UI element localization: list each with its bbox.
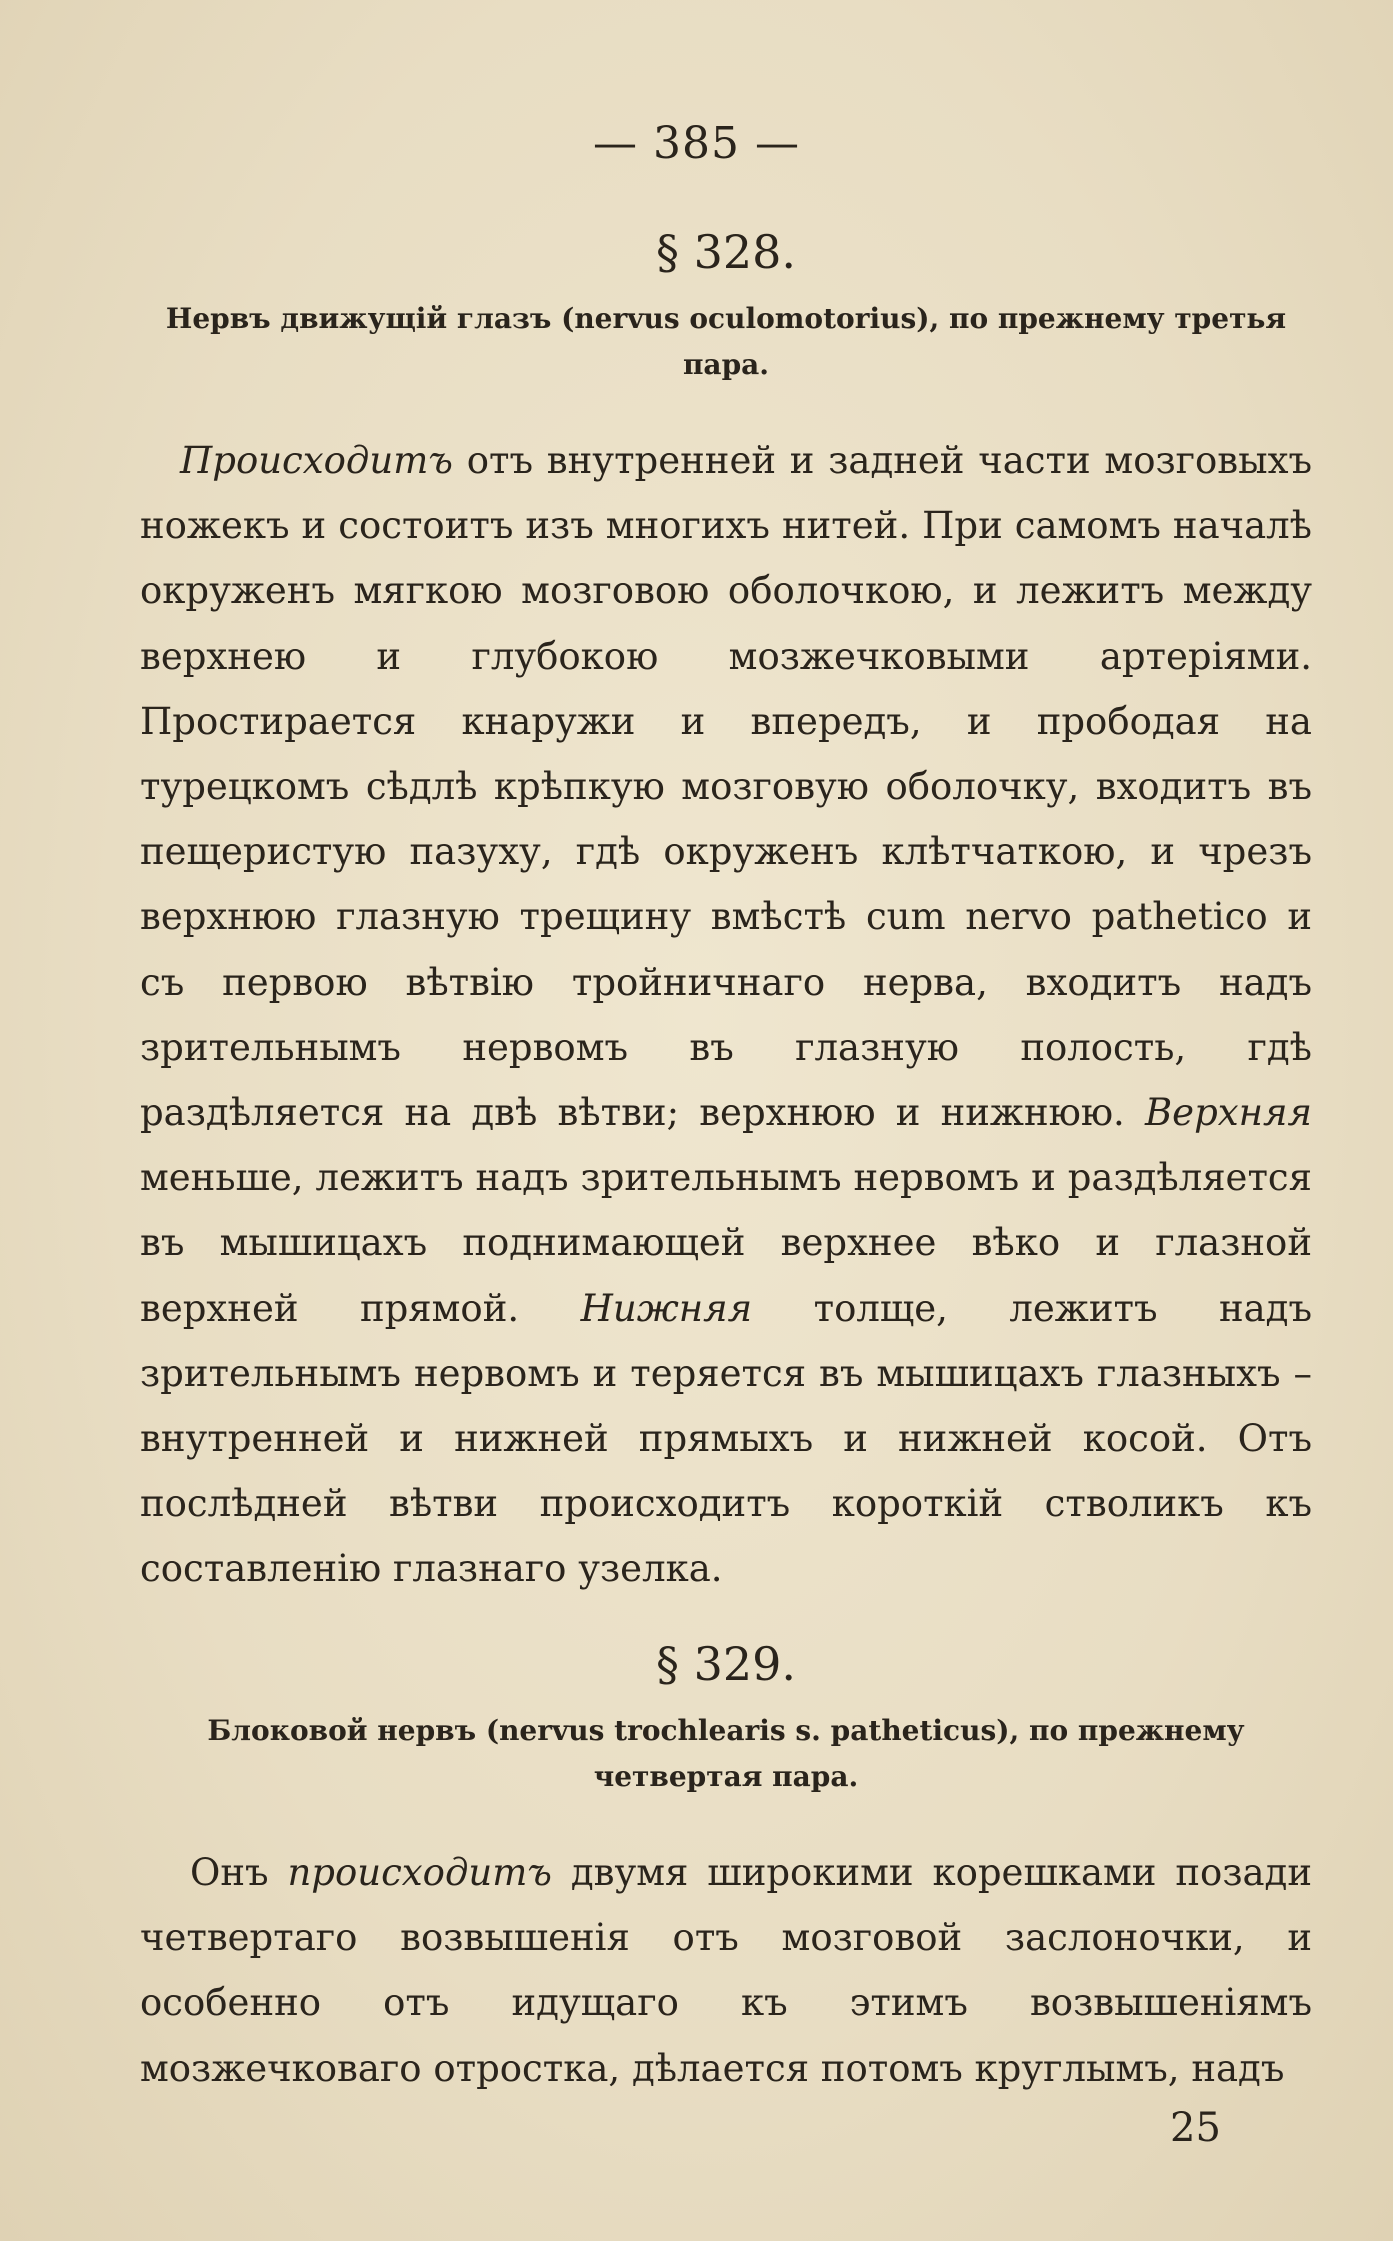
body-text-part: Онъ xyxy=(190,1851,288,1894)
section-number: § 329. xyxy=(655,1637,797,1691)
signature-mark: 25 xyxy=(1170,2105,1221,2151)
body-text-part: меньше, лежитъ надъ зрительнымъ нервомъ и раздѣляется въ мышицахъ поднимающей верхнее вѣко и глазной верхней прямой. xyxy=(140,1156,1312,1330)
lead-word: Происходитъ xyxy=(180,439,453,482)
emphasis-lower: Нижняя xyxy=(580,1286,753,1330)
body-text-part: двумя широкими корешками позади четвертаго возвышенія отъ мозговой заслоночки, и особенно отъ идущаго къ этимъ возвышеніямъ мозжечковаго отростка, дѣлается потомъ круглымъ, надъ xyxy=(140,1851,1312,2090)
section-329 xyxy=(140,1634,1312,2101)
section-328 xyxy=(140,222,1312,1602)
emphasis-upper: Верхняя xyxy=(1144,1091,1312,1135)
lead-word: происходитъ xyxy=(287,1851,552,1894)
section-number: § 328. xyxy=(655,225,797,279)
page-number: — 385 — xyxy=(593,118,800,169)
section-body xyxy=(140,428,1312,1602)
section-title: Блоковой нервъ (nervus trochlearis s. patheticus), по прежнему четвертая пара. xyxy=(207,1714,1245,1793)
body-text-part: отъ внутренней и задней части мозговыхъ ножекъ и состоитъ изъ многихъ нитей. При самомъ началѣ окруженъ мягкою мозговою оболочкою, и лежитъ между верхнею и глубокою мозжечковыми артеріями. Простирается кнаружи и впередъ, и прободая на турецкомъ сѣдлѣ крѣпкую мозговую оболочку, входитъ въ пещеристую пазуху, гдѣ окруженъ клѣтчаткою, и чрезъ верхнюю глазную трещину вмѣстѣ cum nervo pathetico и съ первою вѣтвію тройничнаго нерва, входитъ надъ зрительнымъ нервомъ въ глазную полость, гдѣ раздѣляется на двѣ вѣтви; верхнюю и нижнюю. xyxy=(140,439,1312,1135)
section-title: Нервъ движущій глазъ (nervus oculomotorius), по прежнему третья пара. xyxy=(165,302,1287,381)
section-body xyxy=(140,1840,1312,2101)
body-text-part: толще, лежитъ надъ зрительнымъ нервомъ и теряется въ мышицахъ глазныхъ – внутренней и нижней прямыхъ и нижней косой. Отъ послѣдней вѣтви происходитъ короткій стволикъ къ составленію глазнаго узелка. xyxy=(140,1286,1312,1591)
